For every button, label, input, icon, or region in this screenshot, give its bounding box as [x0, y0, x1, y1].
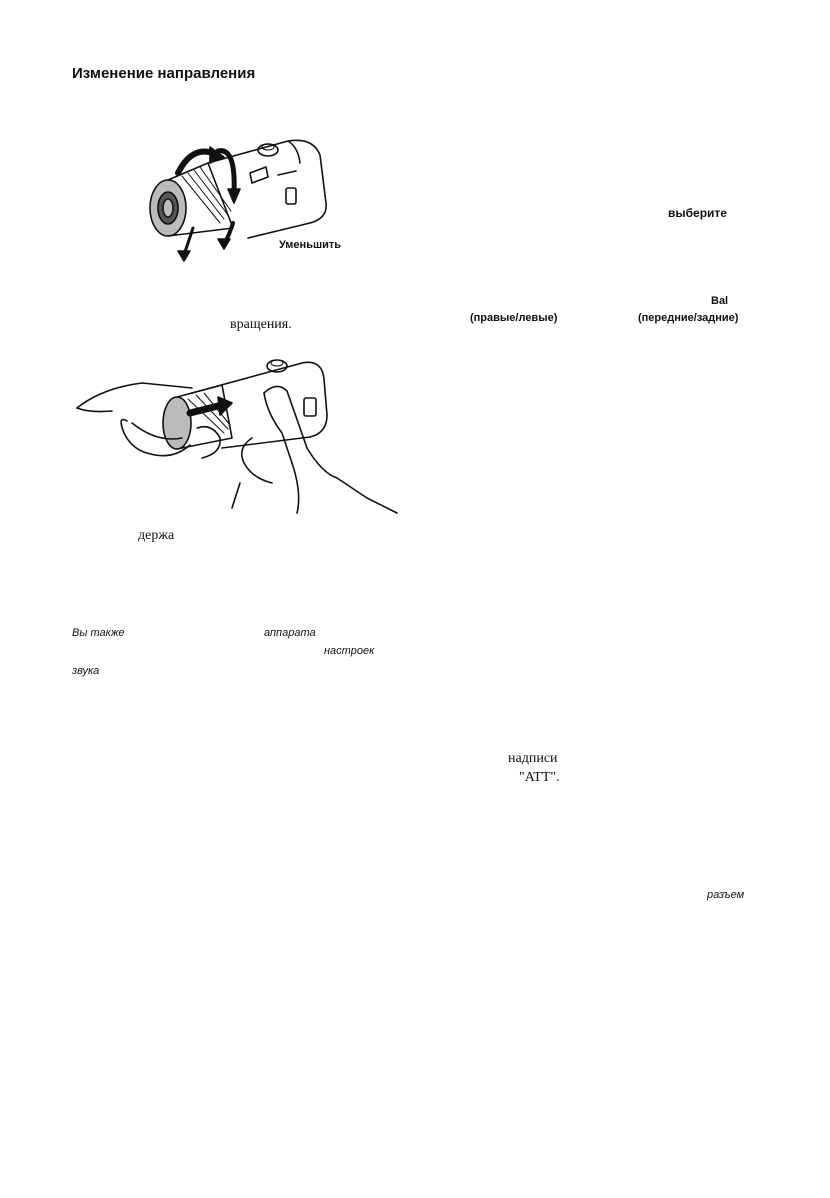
decrease-label: Уменьшить: [279, 239, 342, 251]
note-also: Вы также: [72, 627, 125, 639]
text-front-rear: (передние/задние): [638, 312, 739, 324]
note-sound: звука: [72, 665, 100, 677]
note-device: аппарата: [264, 627, 316, 639]
text-inscriptions: надписи: [508, 751, 558, 766]
text-rotation: вращения.: [230, 317, 292, 332]
text-att: "ATT".: [519, 770, 560, 785]
note-settings: настроек: [324, 645, 375, 657]
hands-remote-illustration: [72, 353, 402, 513]
text-connector: разъем: [707, 889, 745, 901]
text-bal: Bal: [711, 295, 729, 307]
section-heading: Изменение направления: [72, 65, 256, 82]
text-right-left: (правые/левые): [470, 312, 558, 324]
text-holding: держа: [138, 528, 175, 543]
text-select: выберите: [668, 206, 727, 220]
